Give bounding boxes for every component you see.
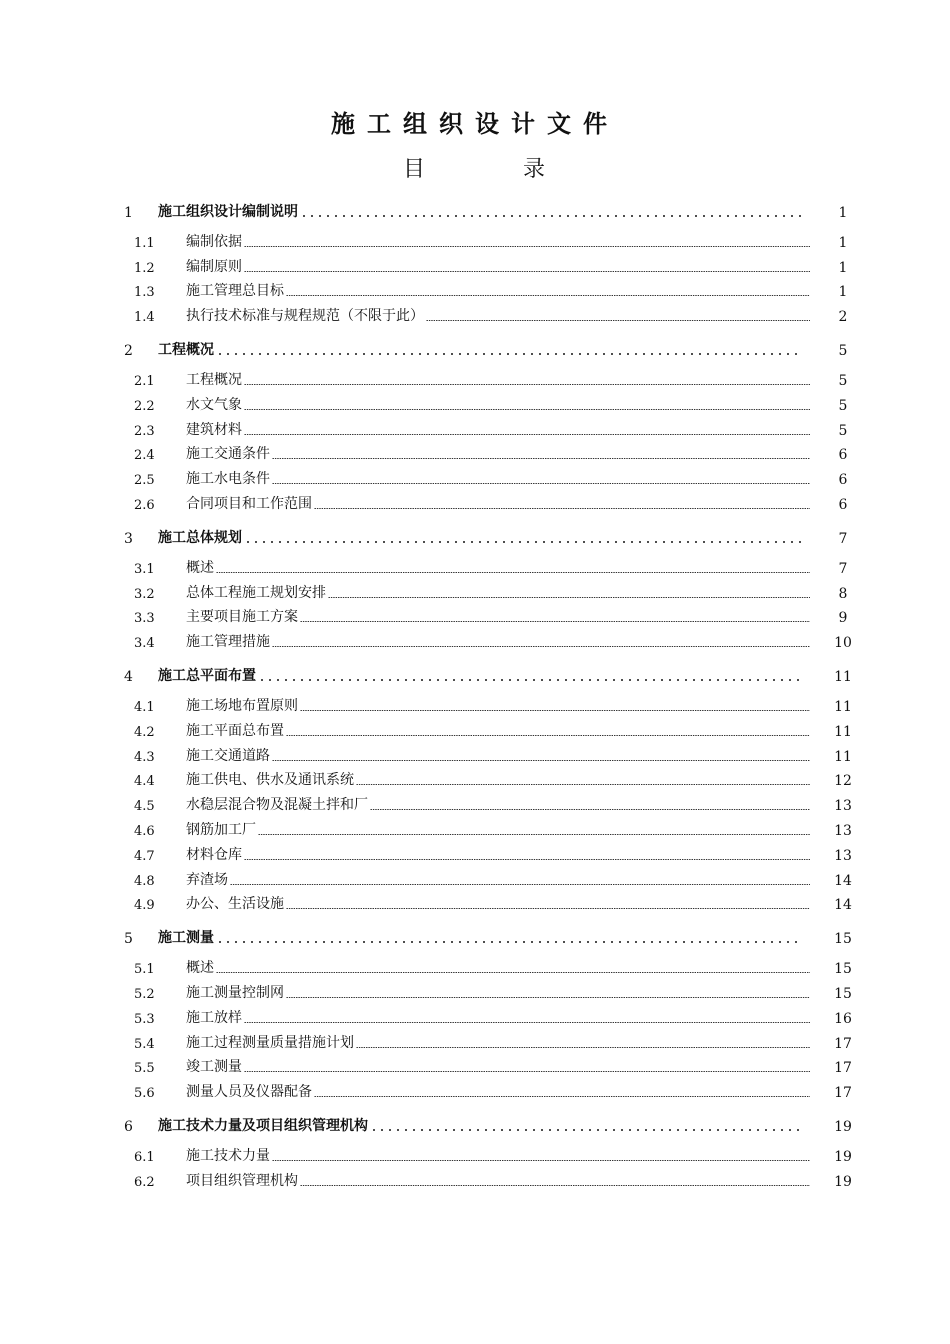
toc-dot-leader <box>300 710 810 711</box>
toc-page-number: 10 <box>834 635 852 652</box>
toc-dot-leader <box>286 908 810 909</box>
toc-section-entry[interactable] <box>120 364 860 389</box>
toc-entry-title: 总体工程施工规划安排 <box>186 584 326 601</box>
toc-dot-leader <box>244 246 810 247</box>
toc-dot-leader <box>272 483 810 484</box>
toc-dot-leader <box>244 271 810 272</box>
toc-entry-number: 5.2 <box>134 986 155 1002</box>
toc-section-entry[interactable] <box>120 626 860 651</box>
toc-page-number: 13 <box>834 847 852 864</box>
toc-dot-leader <box>328 597 810 598</box>
toc-section-entry[interactable] <box>120 715 860 740</box>
toc-section-entry[interactable] <box>120 814 860 839</box>
toc-dot-leader <box>244 409 810 410</box>
toc-page-number: 1 <box>838 234 848 251</box>
toc-entry-title: 施工平面总布置 <box>186 722 284 739</box>
toc-dot-leader <box>370 1129 802 1131</box>
toc-entry-number: 4.7 <box>134 848 155 864</box>
toc-entry-title: 材料仓库 <box>186 846 242 863</box>
toc-page-number: 2 <box>838 309 848 326</box>
toc-entry-number: 4.6 <box>134 823 155 839</box>
toc-section-entry[interactable] <box>120 300 860 325</box>
toc-chapter-entry[interactable] <box>120 193 860 221</box>
toc-entry-title: 建筑材料 <box>186 421 242 438</box>
toc-entry-number: 6.2 <box>134 1174 155 1190</box>
toc-dot-leader <box>272 760 810 761</box>
toc-page-number: 19 <box>834 1119 852 1136</box>
toc-page-number: 5 <box>838 343 848 360</box>
toc-entry-title: 水文气象 <box>186 396 242 413</box>
toc-entry-number: 5.6 <box>134 1086 155 1102</box>
toc-page-number: 13 <box>834 822 852 839</box>
toc-entry-number: 2.3 <box>134 423 155 439</box>
toc-dot-leader <box>286 735 810 736</box>
toc-page-number: 6 <box>838 496 848 513</box>
toc-section-entry[interactable] <box>120 276 860 301</box>
toc-entry-number: 1 <box>124 205 133 221</box>
toc-dot-leader <box>300 215 802 217</box>
toc-dot-leader <box>314 508 810 509</box>
toc-section-entry[interactable] <box>120 577 860 602</box>
toc-page-number: 19 <box>834 1148 852 1165</box>
toc-dot-leader <box>258 834 810 835</box>
toc-section-entry[interactable] <box>120 439 860 464</box>
toc-entry-number: 5.1 <box>134 962 155 978</box>
toc-section-entry[interactable] <box>120 414 860 439</box>
toc-entry-title: 施工组织设计编制说明 <box>158 204 298 220</box>
toc-entry-number: 1.4 <box>134 310 155 326</box>
toc-dot-leader <box>216 972 810 973</box>
toc-dot-leader <box>300 1185 810 1186</box>
toc-entry-number: 1.3 <box>134 285 155 301</box>
toc-section-entry[interactable] <box>120 839 860 864</box>
toc-page-number: 15 <box>834 931 852 948</box>
toc-entry-title: 施工测量 <box>158 930 214 947</box>
toc-entry-number: 4.4 <box>134 774 155 790</box>
toc-entry-number: 4.5 <box>134 799 155 815</box>
toc-page-number: 11 <box>834 723 852 740</box>
toc-entry-number: 4.9 <box>134 898 155 914</box>
toc-page-number: 14 <box>834 872 852 889</box>
toc-page-number: 1 <box>838 205 848 221</box>
toc-entry-title: 执行技术标准与规程规范（不限于此） <box>186 308 424 325</box>
toc-entry-title: 办公、生活设施 <box>186 896 284 913</box>
toc-entry-title: 施工管理措施 <box>186 634 270 651</box>
toc-page-number: 14 <box>834 897 852 914</box>
toc-entry-number: 2.4 <box>134 448 155 464</box>
toc-entry-number: 3.4 <box>134 636 155 652</box>
toc-entry-title: 工程概况 <box>158 342 214 359</box>
toc-section-entry[interactable] <box>120 1052 860 1077</box>
toc-section-entry[interactable] <box>120 889 860 914</box>
toc-page-number: 5 <box>838 422 848 439</box>
toc-entry-title: 概述 <box>186 559 214 576</box>
toc-entry-number: 2.1 <box>134 373 155 389</box>
toc-dot-leader <box>216 941 802 943</box>
toc-dot-leader <box>272 646 810 647</box>
toc-section-entry[interactable] <box>120 602 860 627</box>
toc-dot-leader <box>244 859 810 860</box>
toc-entry-number: 6 <box>124 1119 133 1136</box>
toc-entry-number: 4.1 <box>134 699 155 715</box>
toc-section-entry[interactable] <box>120 740 860 765</box>
toc-page-number: 5 <box>838 372 848 389</box>
toc-entry-number: 2.2 <box>134 398 155 414</box>
toc-page-number: 1 <box>838 284 848 301</box>
toc-entry-number: 4 <box>124 669 133 686</box>
toc-page-number: 7 <box>838 560 848 577</box>
toc-section-entry[interactable] <box>120 389 860 414</box>
toc-entry-number: 2.5 <box>134 473 155 489</box>
toc-page-number: 1 <box>838 259 848 276</box>
toc-page-number: 11 <box>834 748 852 765</box>
toc-entry-title: 弃渣场 <box>186 871 228 888</box>
toc-section-entry[interactable] <box>120 552 860 577</box>
toc-entry-number: 2.6 <box>134 497 155 513</box>
toc-entry-title: 施工总体规划 <box>158 529 242 546</box>
toc-entry-number: 5.3 <box>134 1011 155 1027</box>
toc-entry-title: 施工水电条件 <box>186 471 270 488</box>
toc-page-number: 17 <box>834 1060 852 1077</box>
toc-section-entry[interactable] <box>120 789 860 814</box>
toc-dot-leader <box>314 1096 810 1097</box>
toc-section-entry[interactable] <box>120 1027 860 1052</box>
toc-chapter-entry[interactable] <box>120 657 860 685</box>
toc-entry-title: 施工交通道路 <box>186 747 270 764</box>
toc-entry-title: 钢筋加工厂 <box>186 821 256 838</box>
toc-entry-number: 4.2 <box>134 724 155 740</box>
toc-entry-title: 施工管理总目标 <box>186 283 284 300</box>
toc-entry-title: 项目组织管理机构 <box>186 1172 298 1189</box>
toc-section-entry[interactable] <box>120 488 860 513</box>
toc-page-number: 6 <box>838 472 848 489</box>
toc-entry-title: 施工放样 <box>186 1009 242 1026</box>
toc-entry-title: 施工供电、供水及通讯系统 <box>186 772 354 789</box>
toc-chapter-entry[interactable] <box>120 519 860 547</box>
toc-page-number: 15 <box>834 985 852 1002</box>
toc-entry-title: 合同项目和工作范围 <box>186 495 312 512</box>
toc-page-number: 11 <box>834 698 852 715</box>
toc-entry-number: 5 <box>124 931 133 948</box>
toc-entry-number: 3 <box>124 530 133 547</box>
toc-section-entry[interactable] <box>120 1165 860 1190</box>
toc-entry-number: 2 <box>124 343 133 360</box>
toc-entry-number: 1.1 <box>134 235 155 251</box>
toc-entry-title: 施工总平面布置 <box>158 668 256 685</box>
toc-entry-title: 主要项目施工方案 <box>186 609 298 626</box>
toc-section-entry[interactable] <box>120 251 860 276</box>
toc-section-entry[interactable] <box>120 864 860 889</box>
toc-dot-leader <box>272 458 810 459</box>
toc-dot-leader <box>244 384 810 385</box>
toc-page-number: 17 <box>834 1035 852 1052</box>
toc-dot-leader <box>244 541 802 543</box>
toc-entry-title: 施工过程测量质量措施计划 <box>186 1034 354 1051</box>
toc-page-number: 8 <box>838 585 848 602</box>
toc-entry-title: 施工测量控制网 <box>186 984 284 1001</box>
toc-dot-leader <box>216 353 802 355</box>
toc-entry-number: 3.2 <box>134 586 155 602</box>
toc-chapter-entry[interactable] <box>120 331 860 359</box>
toc-dot-leader <box>230 884 810 885</box>
toc-page-number: 15 <box>834 961 852 978</box>
toc-section-entry[interactable] <box>120 690 860 715</box>
toc-entry-title: 编制原则 <box>186 258 242 275</box>
toc-dot-leader <box>272 1160 810 1161</box>
toc-section-entry[interactable] <box>120 765 860 790</box>
toc-entry-title: 竣工测量 <box>186 1059 242 1076</box>
toc-entry-title: 测量人员及仪器配备 <box>186 1084 312 1101</box>
toc-page-number: 9 <box>838 610 848 627</box>
toc-entry-number: 4.3 <box>134 749 155 765</box>
toc-page-number: 11 <box>834 669 852 686</box>
toc-chapter-entry[interactable] <box>120 919 860 947</box>
toc-entry-title: 施工技术力量 <box>186 1147 270 1164</box>
toc-dot-leader <box>370 809 810 810</box>
toc-entry-number: 5.4 <box>134 1036 155 1052</box>
toc-entry-number: 3.3 <box>134 611 155 627</box>
toc-dot-leader <box>286 997 810 998</box>
toc-page-number: 13 <box>834 798 852 815</box>
toc-dot-leader <box>426 320 810 321</box>
toc-page-number: 5 <box>838 397 848 414</box>
toc-section-entry[interactable] <box>120 463 860 488</box>
toc-entry-number: 6.1 <box>134 1149 155 1165</box>
toc-page-number: 12 <box>834 773 852 790</box>
toc-dot-leader <box>286 295 810 296</box>
toc-section-entry[interactable] <box>120 1140 860 1165</box>
toc-dot-leader <box>244 1022 810 1023</box>
toc-dot-leader <box>258 679 802 681</box>
toc-section-entry[interactable] <box>120 977 860 1002</box>
toc-entry-title: 施工交通条件 <box>186 446 270 463</box>
toc-heading: 目 录 <box>402 157 583 182</box>
toc-section-entry[interactable] <box>120 226 860 251</box>
toc-entry-title: 概述 <box>186 960 214 977</box>
toc-entry-title: 工程概况 <box>186 371 242 388</box>
toc-entry-title: 施工场地布置原则 <box>186 697 298 714</box>
toc-entry-number: 3.1 <box>134 561 155 577</box>
toc-section-entry[interactable] <box>120 1002 860 1027</box>
toc-entry-title: 水稳层混合物及混凝土拌和厂 <box>186 797 368 814</box>
document-title: 施工组织设计文件 <box>331 110 619 138</box>
toc-entry-number: 1.2 <box>134 260 155 276</box>
toc-entry-number: 5.5 <box>134 1061 155 1077</box>
toc-page-number: 7 <box>838 530 848 547</box>
toc-page-number: 19 <box>834 1173 852 1190</box>
toc-dot-leader <box>216 572 810 573</box>
toc-dot-leader <box>300 621 810 622</box>
toc-section-entry[interactable] <box>120 952 860 977</box>
toc-entry-title: 施工技术力量及项目组织管理机构 <box>158 1118 368 1135</box>
toc-page-number: 17 <box>834 1085 852 1102</box>
toc-dot-leader <box>244 434 810 435</box>
toc-entry-title: 编制依据 <box>186 233 242 250</box>
toc-dot-leader <box>356 784 810 785</box>
toc-page-number: 16 <box>834 1010 852 1027</box>
toc-dot-leader <box>244 1071 810 1072</box>
toc-entry-number: 4.8 <box>134 873 155 889</box>
toc-chapter-entry[interactable] <box>120 1107 860 1135</box>
toc-dot-leader <box>356 1047 810 1048</box>
table-of-contents <box>120 193 860 1190</box>
toc-section-entry[interactable] <box>120 1076 860 1101</box>
toc-page-number: 6 <box>838 447 848 464</box>
